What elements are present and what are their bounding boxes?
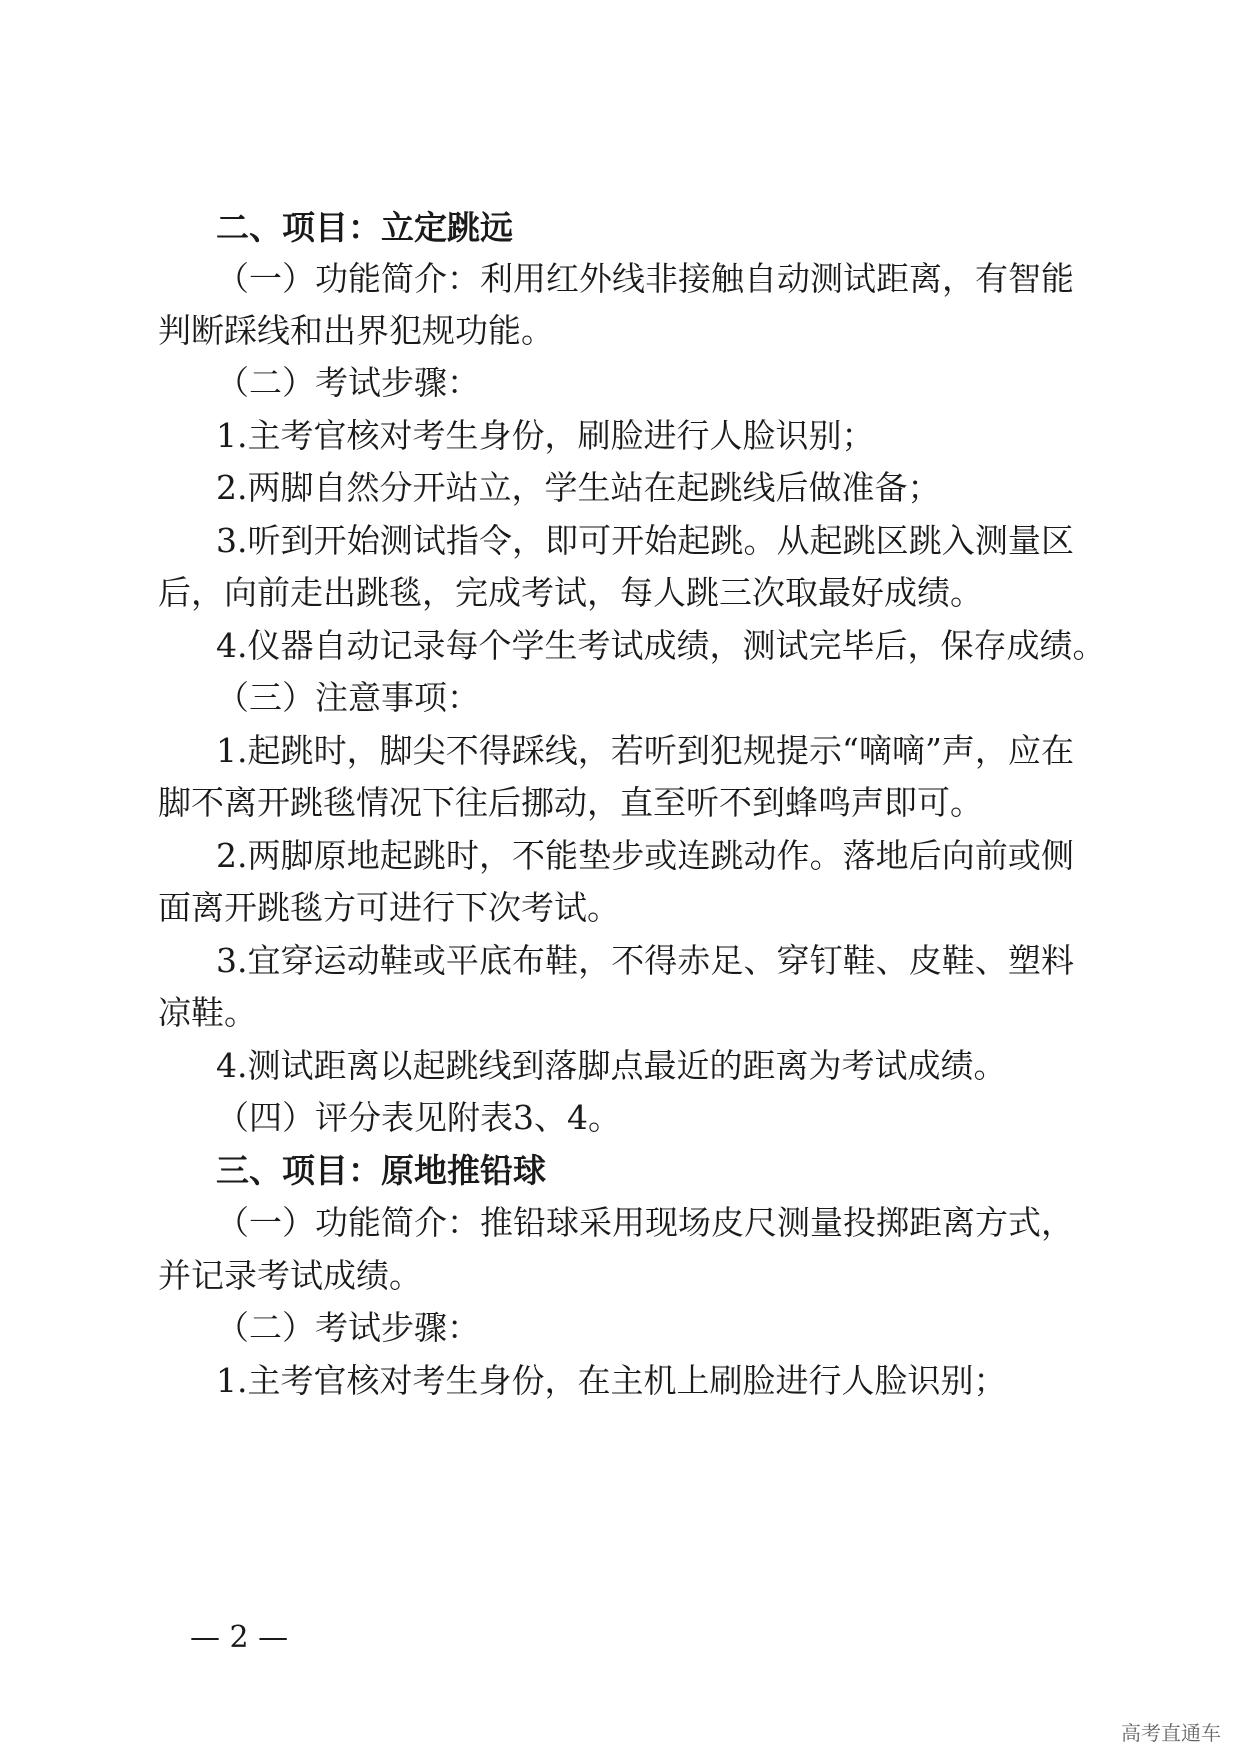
section-2-note-2-line-1: 2.两脚原地起跳时，不能垫步或连跳动作。落地后向前或侧 [216, 836, 1074, 875]
section-2-step-2: 2.两脚自然分开站立，学生站在起跳线后做准备； [216, 468, 941, 507]
page-number: — 2 — [190, 1620, 289, 1655]
section-3-steps-heading: （二）考试步骤： [216, 1308, 480, 1347]
section-2-note-3-line-1: 3.宜穿运动鞋或平底布鞋，不得赤足、穿钉鞋、皮鞋、塑料 [216, 941, 1074, 980]
section-2-step-1: 1.主考官核对考生身份，刷脸进行人脸识别； [216, 416, 875, 455]
section-2-heading: 二、项目：立定跳远 [216, 208, 513, 247]
section-2-step-3-line-1: 3.听到开始测试指令，即可开始起跳。从起跳区跳入测量区 [216, 521, 1074, 560]
section-2-note-1-line-2: 脚不离开跳毯情况下往后挪动，直至听不到蜂鸣声即可。 [158, 783, 983, 822]
section-2-step-3-line-2: 后，向前走出跳毯，完成考试，每人跳三次取最好成绩。 [158, 573, 983, 612]
section-2-intro-line-2: 判断踩线和出界犯规功能。 [158, 311, 554, 350]
section-3-intro-line-1: （一）功能简介：推铅球采用现场皮尺测量投掷距离方式， [216, 1203, 1074, 1242]
section-2-note-4: 4.测试距离以起跳线到落脚点最近的距离为考试成绩。 [216, 1046, 1007, 1085]
section-2-note-2-line-2: 面离开跳毯方可进行下次考试。 [158, 888, 620, 927]
section-2-steps-heading: （二）考试步骤： [216, 363, 480, 402]
section-2-notes-heading: （三）注意事项： [216, 678, 480, 717]
section-2-step-4: 4.仪器自动记录每个学生考试成绩，测试完毕后，保存成绩。 [216, 626, 1106, 665]
section-3-heading: 三、项目：原地推铅球 [216, 1151, 546, 1190]
section-2-note-1-line-1: 1.起跳时，脚尖不得踩线，若听到犯规提示“嘀嘀”声，应在 [216, 731, 1074, 770]
section-3-step-1: 1.主考官核对考生身份，在主机上刷脸进行人脸识别； [216, 1361, 1007, 1400]
section-2-scoring: （四）评分表见附表3、4。 [216, 1098, 621, 1137]
watermark-text: 高考直通车 [1121, 1721, 1221, 1745]
section-2-intro-line-1: （一）功能简介：利用红外线非接触自动测试距离，有智能 [216, 259, 1074, 298]
section-2-note-3-line-2: 凉鞋。 [158, 993, 257, 1032]
section-3-intro-line-2: 并记录考试成绩。 [158, 1256, 422, 1295]
